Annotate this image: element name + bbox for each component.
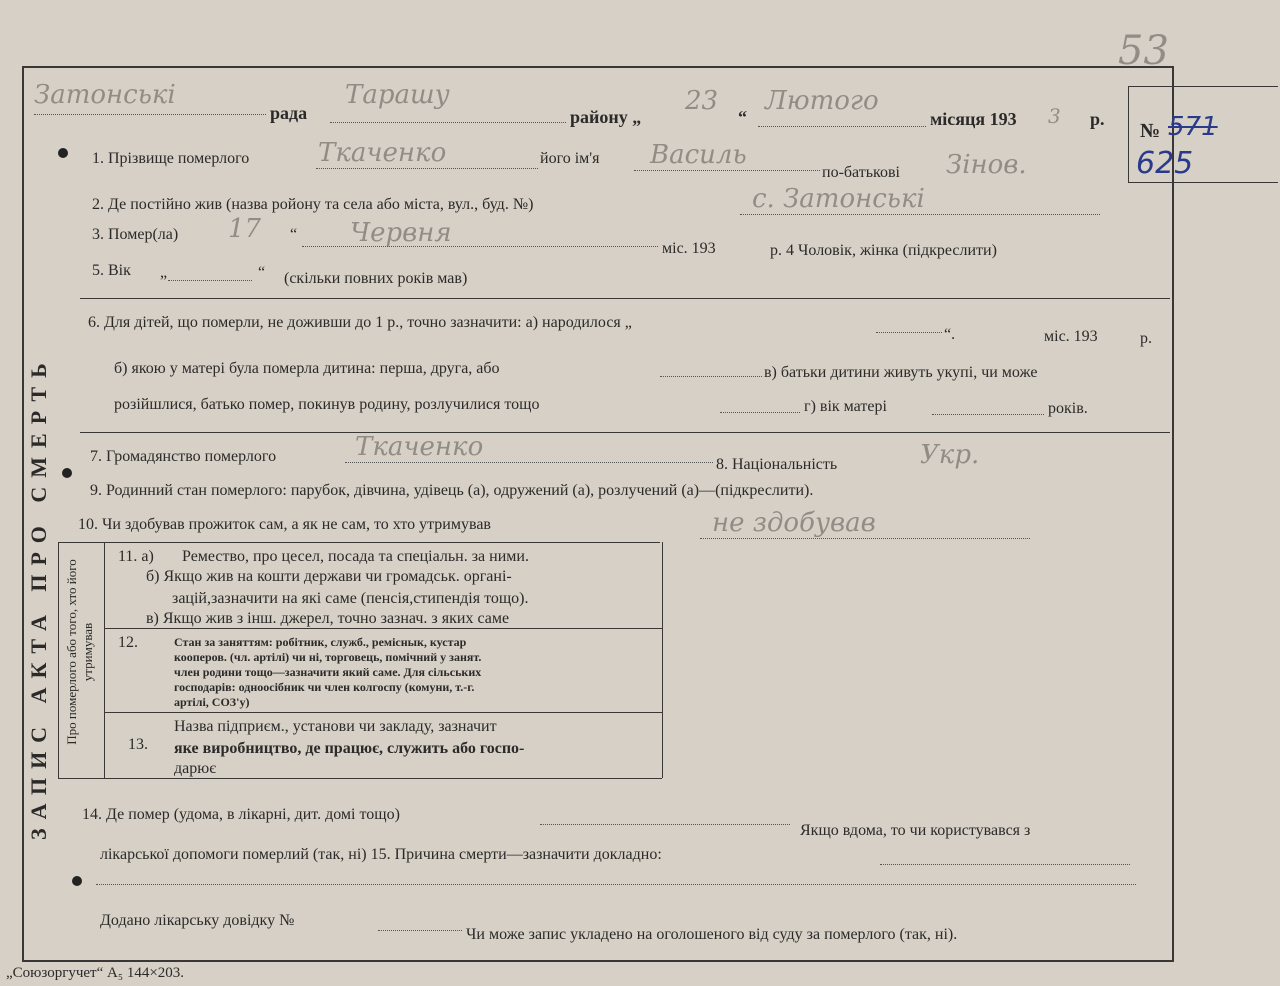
month-year-label: місяця 193 bbox=[930, 109, 1017, 129]
punch-hole bbox=[72, 876, 82, 886]
field-5-label: 5. Вік bbox=[92, 262, 131, 279]
district-handwritten: Тарашу bbox=[345, 80, 450, 110]
field-12-num: 12. bbox=[118, 634, 138, 651]
field-11-num: 11. а) bbox=[118, 548, 154, 565]
field-11a: Ремество, про цесел, посада та спеціальн. за ними. bbox=[182, 548, 529, 565]
field-5-line bbox=[168, 280, 252, 281]
field-5-quote2: “ bbox=[258, 264, 266, 281]
field-3-month-year: міс. 193 bbox=[662, 240, 716, 257]
field-1-label: 1. Прізвище померлого bbox=[92, 150, 250, 167]
field-7-value: Ткаченко bbox=[355, 432, 484, 462]
field-3-4-gender: р. 4 Чоловік, жінка (підкреслити) bbox=[770, 242, 997, 259]
field-9-label: 9. Родинний стан померлого: парубок, дівчина, удівець (а), одружений (а), розлучений (а)—(підкреслити). bbox=[90, 482, 814, 499]
field-12-line5: артілі, СОЗ'у) bbox=[174, 695, 250, 709]
divider bbox=[80, 432, 1170, 433]
field-3-line bbox=[302, 246, 658, 247]
field-13-line2: яке виробництво, де працює, служить або госпо- bbox=[174, 740, 525, 757]
field-6c: розійшлися, батько помер, покинув родину, розлучилися тощо bbox=[114, 396, 540, 413]
box-top bbox=[58, 542, 660, 543]
sheet-number: 53 bbox=[1118, 28, 1169, 74]
number-box-bottom bbox=[1128, 182, 1278, 183]
raion-label: району „ bbox=[570, 107, 642, 127]
field-6a-end: “. bbox=[944, 326, 956, 343]
field-3-label: 3. Помер(ла) bbox=[92, 226, 179, 243]
month-line bbox=[758, 126, 926, 127]
punch-hole bbox=[58, 148, 68, 158]
field-6a: 6. Для дітей, що померли, не доживши до 1 р., точно зазначити: а) народилося „ bbox=[88, 314, 632, 331]
box-side-label: Про померлого або того, хто його утримував bbox=[64, 559, 95, 745]
field-1-name-line bbox=[634, 170, 820, 171]
field-12-line4: господарів: одноосібник чи член колгоспу (комуни, т.-г. bbox=[174, 680, 475, 694]
field-14-line bbox=[540, 824, 790, 825]
header-quote: “ bbox=[738, 107, 747, 127]
attachment-line bbox=[378, 930, 462, 931]
field-10-line bbox=[700, 538, 1030, 539]
number-old: 571 bbox=[1168, 112, 1218, 142]
field-13-num: 13. bbox=[128, 736, 148, 753]
year-digit: 3 bbox=[1048, 104, 1061, 128]
field-6g-end: років. bbox=[1048, 400, 1088, 417]
field-3-day: 17 bbox=[228, 214, 262, 244]
field-10-label: 10. Чи здобував прожиток сам, а як не сам, то хто утримував bbox=[78, 516, 491, 533]
month-handwritten: Лютого bbox=[765, 86, 879, 116]
box-side-col bbox=[104, 542, 105, 778]
field-14-home: Якщо вдома, то чи користувався з bbox=[800, 822, 1031, 839]
field-5-quote: „ bbox=[160, 264, 168, 281]
field-6v: в) батьки дитини живуть укупі, чи може bbox=[764, 364, 1038, 381]
box-bottom bbox=[58, 778, 662, 779]
field-1-patronymic-label: по-батькові bbox=[822, 164, 900, 181]
side-title: ЗАПИС АКТА ПРО СМЕРТЬ bbox=[26, 354, 51, 840]
rada-label: рада bbox=[270, 103, 308, 123]
field-15-label: лікарської допомоги померлий (так, ні) 15. Причина смерти—зазначити докладно: bbox=[100, 846, 662, 863]
field-13-line1: Назва підприєм., установи чи закладу, зазначит bbox=[174, 718, 497, 735]
box-row-line bbox=[104, 628, 662, 629]
field-3-quote: “ bbox=[290, 226, 298, 243]
number-new: 625 bbox=[1136, 146, 1194, 181]
field-1-name-label: його ім'я bbox=[540, 150, 600, 167]
field-6c-line bbox=[720, 412, 800, 413]
field-11b-2: зацій,зазначити на які саме (пенсія,стипендія тощо). bbox=[172, 590, 529, 607]
village-line bbox=[34, 114, 266, 115]
field-15-line bbox=[880, 864, 1130, 865]
printer-footer: „Союзоргучет“ А₅ 144×203. bbox=[6, 965, 185, 981]
field-15-line-2 bbox=[96, 884, 1136, 885]
field-13-line3: дарює bbox=[174, 760, 217, 777]
box-left bbox=[58, 542, 59, 778]
field-7-label: 7. Громадянство померлого bbox=[90, 448, 277, 465]
field-1-surname-line bbox=[316, 168, 538, 169]
field-6g-line bbox=[932, 414, 1044, 415]
day-handwritten: 23 bbox=[685, 86, 719, 116]
village-handwritten: Затонські bbox=[34, 80, 176, 110]
field-6a-month-year: міс. 193 bbox=[1044, 328, 1098, 345]
box-right bbox=[662, 542, 663, 778]
field-6b-line bbox=[660, 376, 762, 377]
year-r: р. bbox=[1090, 109, 1105, 129]
field-11c: в) Якщо жив з інш. джерел, точно зазнач. з яких саме bbox=[146, 610, 510, 627]
field-12-line3: член родини тощо—зазначити який саме. Для сільських bbox=[174, 665, 482, 679]
field-2-value: с. Затонські bbox=[752, 184, 925, 214]
number-box-left bbox=[1128, 86, 1129, 182]
field-6a-line bbox=[876, 332, 942, 333]
number-box-top bbox=[1128, 86, 1278, 87]
field-6a-r: р. bbox=[1140, 330, 1152, 347]
district-line bbox=[330, 122, 566, 123]
number-label: № bbox=[1140, 120, 1161, 142]
field-6b: б) якою у матері була померла дитина: перша, друга, або bbox=[114, 360, 500, 377]
field-11b: б) Якщо жив на кошти держави чи громадськ. органі- bbox=[146, 568, 512, 585]
field-3-month: Червня bbox=[350, 218, 452, 248]
field-1-patronymic: Зінов. bbox=[946, 150, 1027, 180]
field-2-label: 2. Де постійно жив (назва ройону та села або міста, вул., буд. №) bbox=[92, 196, 534, 213]
field-12-line2: кооперов. (чл. артілі) чи ні, торговець, помічний у занят. bbox=[174, 650, 482, 664]
divider bbox=[80, 298, 1170, 299]
field-8-label: 8. Національність bbox=[716, 456, 838, 473]
field-10-value: не здобував bbox=[712, 508, 876, 538]
field-7-line bbox=[345, 462, 713, 463]
punch-hole bbox=[62, 468, 72, 478]
field-1-name: Василь bbox=[650, 140, 747, 170]
field-12-line1: Стан за заняттям: робітник, служб., реміснык, кустар bbox=[174, 635, 467, 649]
box-row-line bbox=[104, 712, 662, 713]
field-2-line bbox=[740, 214, 1100, 215]
attachment-label: Додано лікарську довідку № bbox=[100, 912, 295, 929]
field-5-hint: (скільки повних років мав) bbox=[284, 270, 468, 287]
field-6g: г) вік матері bbox=[804, 398, 887, 415]
field-14-label: 14. Де помер (удома, в лікарні, дит. домі тощо) bbox=[82, 806, 400, 823]
field-1-surname: Ткаченко bbox=[318, 138, 447, 168]
field-8-value: Укр. bbox=[920, 440, 980, 470]
court-label: Чи може запис укладено на оголошеного від суду за померлого (так, ні). bbox=[466, 926, 958, 943]
